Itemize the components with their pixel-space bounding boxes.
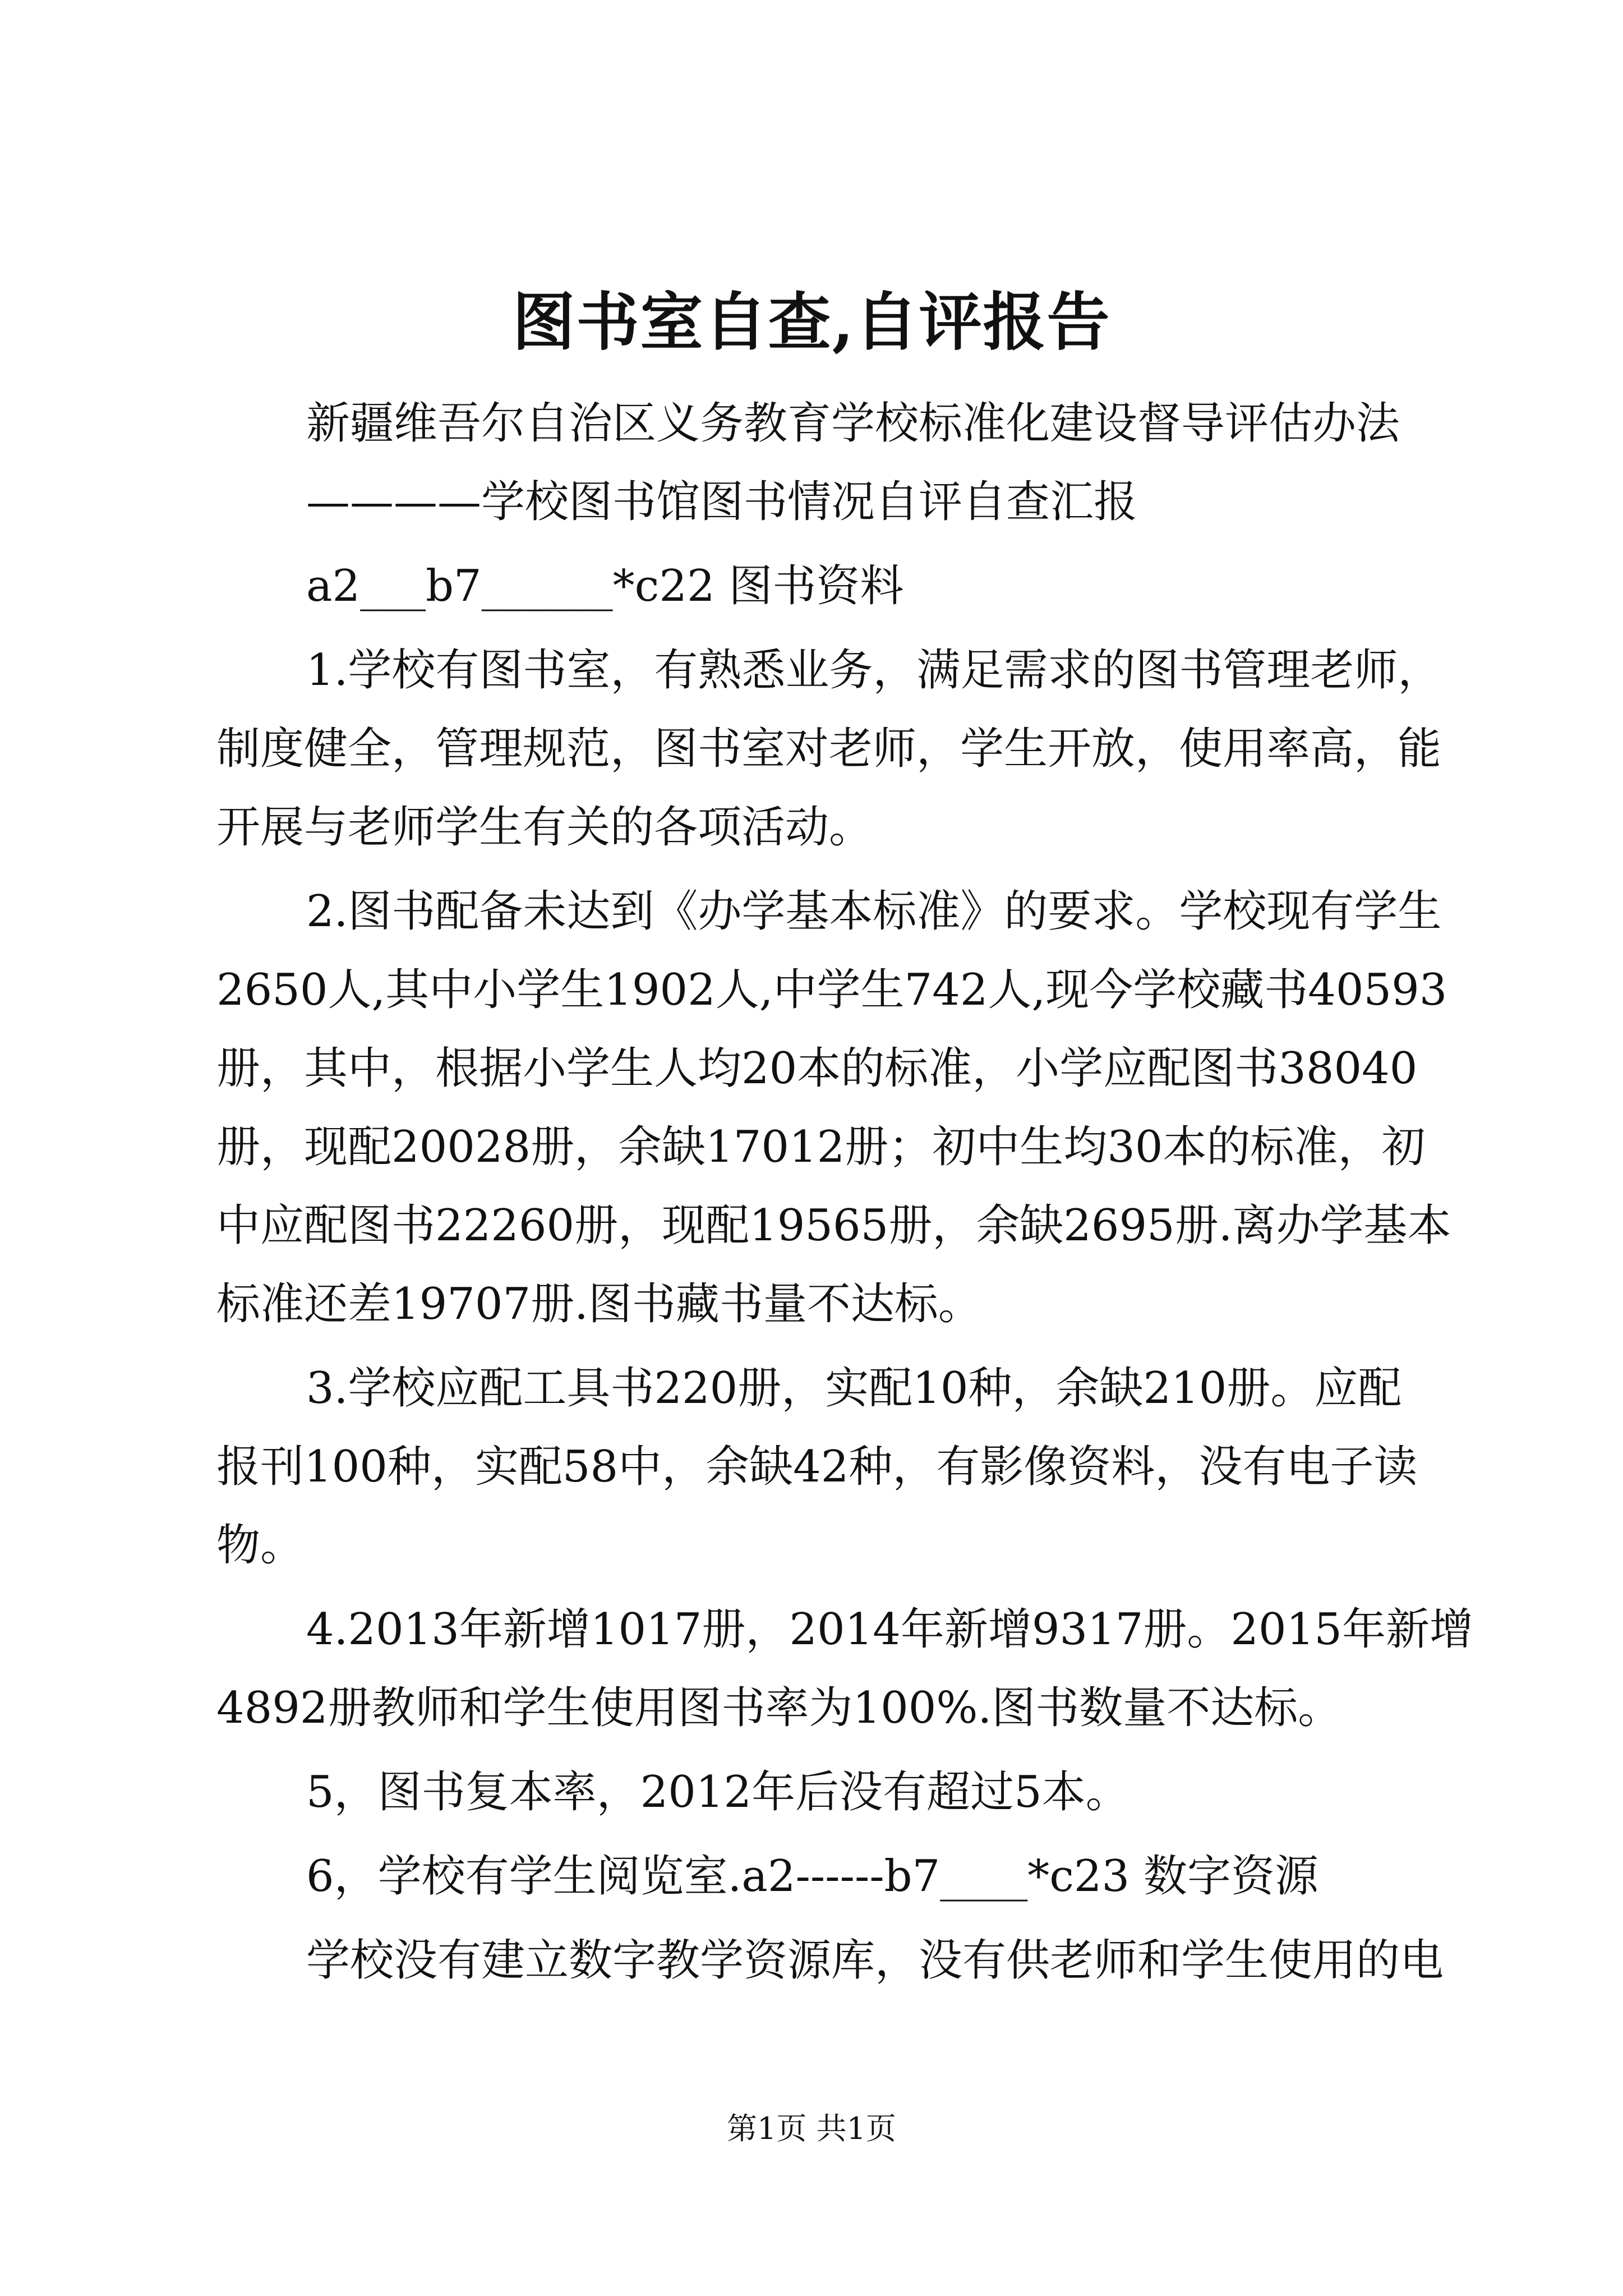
paragraph-line: 4892册教师和学生使用图书率为100%.图书数量不达标。 [216,1683,1342,1733]
paragraph-line: 学校没有建立数字教学资源库，没有供老师和学生使用的电 [306,1935,1444,1986]
paragraph-line: 1.学校有图书室，有熟悉业务，满足需求的图书管理老师， [306,645,1442,696]
paragraph-line: 册，其中，根据小学生人均20本的标准，小学应配图书38040 [216,1043,1418,1094]
paragraph-line: 制度健全，管理规范，图书室对老师，学生开放，使用率高，能 [216,724,1442,774]
subtitle-line-1: 新疆维吾尔自治区义务教育学校标准化建设督导评估办法 [306,398,1400,449]
paragraph-line: 册，现配20028册，余缺17012册；初中生均30本的标准，初 [216,1122,1426,1172]
page-footer: 第1页 共1页 [727,2111,896,2146]
subtitle-line-2: ————学校图书馆图书情况自评自查汇报 [306,477,1138,527]
paragraph-line: 4.2013年新增1017册，2014年新增9317册。2015年新增 [306,1604,1473,1655]
paragraph-line: 报刊100种，实配58中，余缺42种，有影像资料，没有电子读 [216,1442,1418,1492]
paragraph-line: 5，图书复本率，2012年后没有超过5本。 [306,1767,1129,1818]
paragraph-line: 2650人,其中小学生1902人,中学生742人,现今学校藏书40593 [216,965,1447,1015]
document-title: 图书室自查,自评报告 [512,286,1111,359]
paragraph-line: 开展与老师学生有关的各项活动。 [216,802,873,853]
paragraph-line: 中应配图书22260册，现配19565册，余缺2695册.离办学基本 [216,1200,1451,1251]
paragraph-line: 6，学校有学生阅览室.a2------b7____*c23 数字资源 [306,1851,1318,1902]
paragraph-line: 2.图书配备未达到《办学基本标准》的要求。学校现有学生 [306,886,1442,937]
paragraph-line: 物。 [216,1520,305,1571]
paragraph-line: 标准还差19707册.图书藏书量不达标。 [216,1279,982,1329]
paragraph-line: 3.学校应配工具书220册，实配10种，余缺210册。应配 [306,1363,1402,1414]
section-heading-c22: a2___b7______*c22 图书资料 [306,561,904,611]
